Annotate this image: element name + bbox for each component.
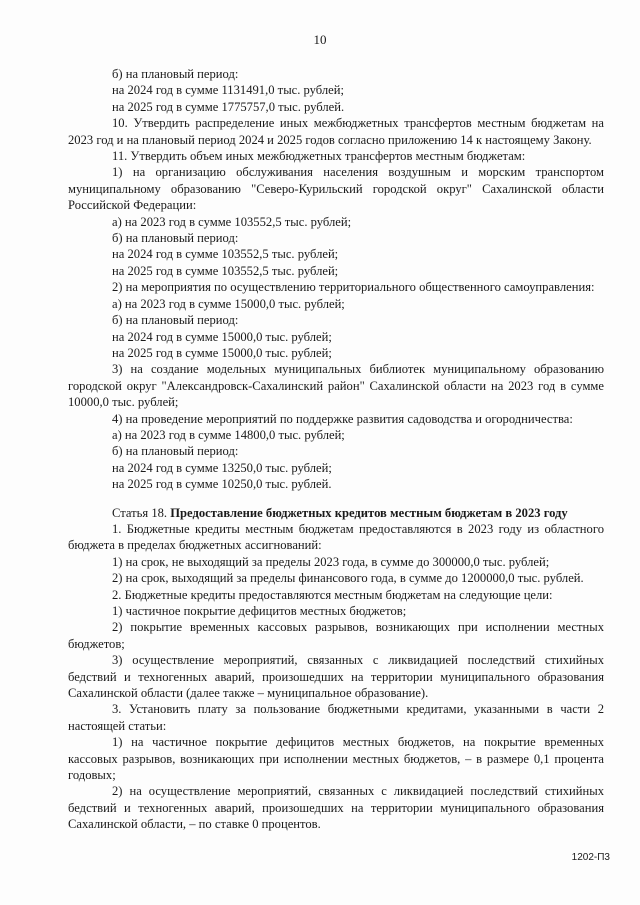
paragraph: 3) на создание модельных муниципальных библиотек муниципальному образованию городской округ "Александровск-Сахалинский район" Сахалинской области на 2023 год в сумме 10000,0 тыс. рублей; — [68, 362, 604, 410]
paragraph: 1. Бюджетные кредиты местным бюджетам предоставляются в 2023 году из областного бюджета в пределах бюджетных ассигнований: — [68, 521, 604, 553]
paragraph: 10. Утвердить распределение иных межбюджетных трансфертов местным бюджетам на 2023 год и на плановый период 2024 и 2025 годов согласно приложению 14 к настоящему Закону. — [68, 116, 604, 147]
section-article-18 — [68, 521, 604, 833]
paragraph: б) на плановый период: — [112, 313, 239, 328]
paragraph: 1) на организацию обслуживания населения воздушным и морским транспортом муниципальному образованию "Северо-Курильский городской округ" Сахалинской области Российской Федерации: — [68, 165, 604, 213]
paragraph: 3) осуществление мероприятий, связанных с ликвидацией последствий стихийных бедствий и техногенных аварий, произошедших на территории муниципального образования Сахалинской области (далее также – муниципальное образование). — [68, 653, 604, 701]
paragraph: 2) на мероприятия по осуществлению территориального общественного самоуправления: — [112, 280, 595, 295]
section-transfers — [68, 66, 604, 493]
paragraph: на 2025 год в сумме 15000,0 тыс. рублей; — [112, 345, 332, 360]
article-heading — [68, 505, 604, 521]
paragraph: на 2024 год в сумме 13250,0 тыс. рублей; — [112, 460, 332, 475]
paragraph: на 2024 год в сумме 103552,5 тыс. рублей; — [112, 247, 339, 262]
paragraph: 3. Установить плату за пользование бюджетными кредитами, указанными в части 2 настоящей статьи: — [68, 702, 604, 733]
paragraph: на 2025 год в сумме 10250,0 тыс. рублей. — [112, 477, 332, 492]
paragraph: 1) на частичное покрытие дефицитов местных бюджетов, на покрытие временных кассовых разрывов, возникающих при исполнении местных бюджетов, – в размере 0,1 процента годовых; — [68, 735, 604, 783]
paragraph: а) на 2023 год в сумме 14800,0 тыс. рублей; — [112, 427, 345, 442]
article-title: Предоставление бюджетных кредитов местным бюджетам в 2023 году — [170, 505, 568, 520]
article-number: Статья 18. — [112, 505, 171, 520]
paragraph: 4) на проведение мероприятий по поддержке развития садоводства и огородничества: — [112, 411, 573, 426]
document-code: 1202-П3 — [571, 852, 610, 863]
paragraph: 2) на осуществление мероприятий, связанных с ликвидацией последствий стихийных бедствий и техногенных аварий, произошедших на территории муниципального образования Сахалинской области, – по ставке 0 процентов. — [68, 784, 604, 832]
paragraph: 1) на срок, не выходящий за пределы 2023 года, в сумме до 300000,0 тыс. рублей; — [112, 554, 550, 569]
spacer — [68, 493, 604, 505]
paragraph: б) на плановый период: — [112, 444, 239, 459]
paragraph: на 2025 год в сумме 1775757,0 тыс. рублей. — [112, 99, 345, 114]
paragraph: 2) покрытие временных кассовых разрывов, возникающих при исполнении местных бюджетов; — [68, 620, 604, 651]
paragraph: 1) частичное покрытие дефицитов местных бюджетов; — [112, 604, 407, 618]
paragraph: на 2024 год в сумме 15000,0 тыс. рублей; — [112, 329, 332, 344]
paragraph: 2. Бюджетные кредиты предоставляются местным бюджетам на следующие цели: — [112, 587, 553, 602]
paragraph: на 2024 год в сумме 1131491,0 тыс. рублей; — [112, 83, 345, 98]
paragraph: 2) на срок, выходящий за пределы финансового года, в сумме до 1200000,0 тыс. рублей. — [112, 571, 584, 586]
document-body — [68, 66, 604, 833]
paragraph: 11. Утвердить объем иных межбюджетных трансфертов местным бюджетам: — [112, 149, 526, 164]
paragraph: б) на плановый период: — [112, 67, 239, 81]
paragraph: а) на 2023 год в сумме 103552,5 тыс. рублей; — [112, 214, 352, 229]
paragraph: на 2025 год в сумме 103552,5 тыс. рублей; — [112, 263, 339, 278]
paragraph: а) на 2023 год в сумме 15000,0 тыс. рублей; — [112, 296, 345, 311]
page-number: 10 — [313, 32, 327, 47]
paragraph: б) на плановый период: — [112, 231, 239, 246]
